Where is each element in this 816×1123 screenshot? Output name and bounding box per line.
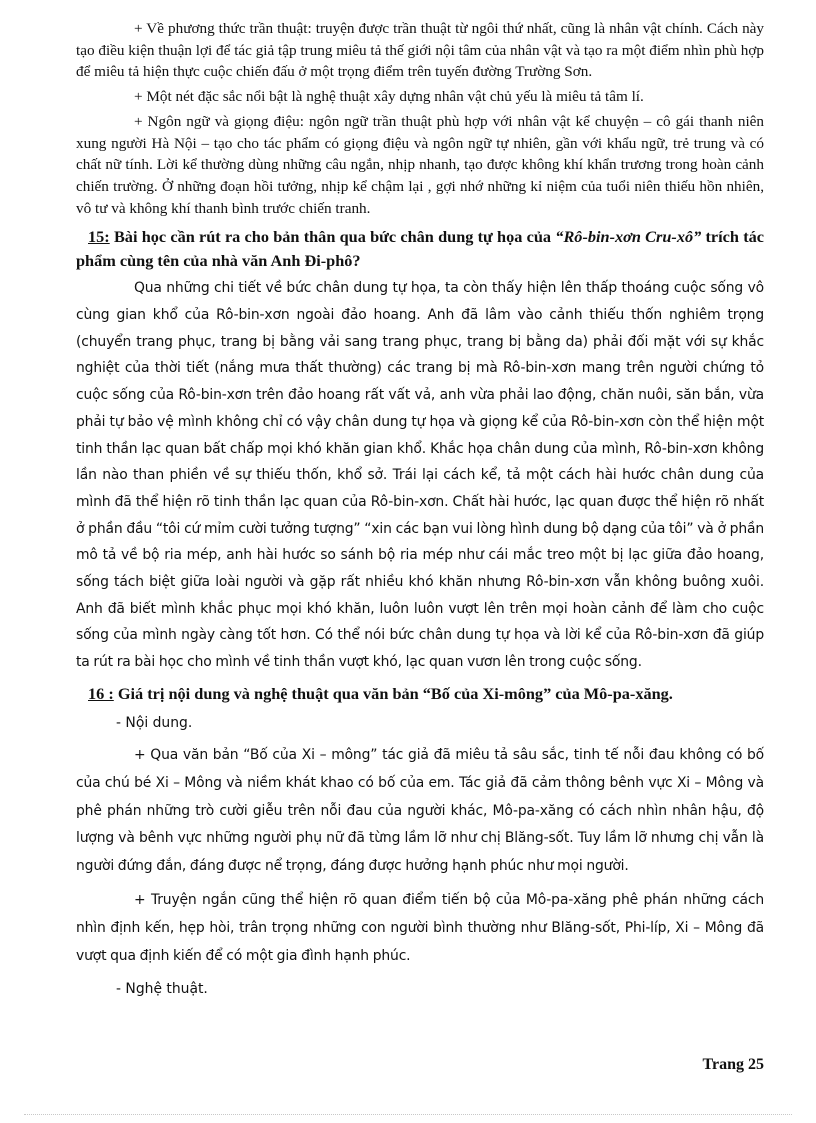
intro-paragraph-language: + Ngôn ngữ và giọng điệu: ngôn ngữ trần thuật phù hợp với nhân vật kể chuyện – cô gái thanh niên xung người Hà Nội – tạo cho tác phẩm có giọng điệu và ngôn ngữ tự nhiên, gần với khẩu ngữ, trẻ trung và có chất nữ tính. Lời kể thường dùng những câu ngắn, nhịp nhanh, tạo được không khí khẩn trương trong hoàn cảnh chiến trường. Ở những đoạn hồi tưởng, nhịp kể chậm lại , gợi nhớ những kỉ niệm của tuổi niên thiếu hồn nhiên, vô tư và không khí thanh bình trước chiến tranh. bbox=[76, 112, 764, 217]
document-page bbox=[76, 18, 764, 1004]
section-15-title-part1: Bài học cần rút ra cho bản thân qua bức chân dung tự họa của bbox=[109, 227, 556, 247]
section-15-heading bbox=[76, 225, 764, 273]
page-number: Trang 25 bbox=[702, 1056, 764, 1073]
section-15-number: 15: bbox=[88, 227, 110, 247]
section-16-heading bbox=[76, 682, 764, 706]
section-16-title: Giá trị nội dung và nghệ thuật qua văn bản “Bố của Xi-mông” của Mô-pa-xăng. bbox=[113, 683, 673, 703]
section-16-number: 16 : bbox=[88, 683, 114, 703]
section-16-content-paragraph-2: + Truyện ngắn cũng thể hiện rõ quan điểm tiến bộ của Mô-pa-xăng phê phán những cách nhìn định kến, hẹp hòi, trân trọng những con người bình thường như Blăng-sốt, Phi-líp, Xi – Mông đã vượt qua định kiến để có một gia đình hạnh phúc. bbox=[76, 892, 764, 964]
section-16-art-label: - Nghệ thuật. bbox=[116, 981, 208, 998]
section-15-body: Qua những chi tiết về bức chân dung tự họa, ta còn thấy hiện lên thấp thoáng cuộc sống vô cùng gian khổ của Rô-bin-xơn ngoài đảo hoang. Anh đã lâm vào cảnh thiếu thốn nghiêm trọng (chuyển trang phục, trang bị bằng vải sang trang phục, trang bị bằng da) phải đối mặt với sự khắc nghiệt của thời tiết (nắng mưa thất thường) các trang bị mà Rô-bin-xơn mang trên người chứng tỏ cuộc sống của Rô-bin-xơn trên đảo hoang rất vất vả, anh vừa phải lao động, chăn nuôi, săn bắn, vừa phải tự bảo vệ mình không chỉ có vậy chân dung tự họa và giọng kể của Rô-bin-xơn còn thể hiện một tinh thần lạc quan bất chấp mọi khó khăn gian khổ. Khắc họa chân dung của mình, Rô-bin-xơn không lần nào than phiền về sự thiếu thốn, khổ sở. Trái lại cách kể, tả một cách hài hước chân dung của mình đã thể hiện rõ tinh thần lạc quan của Rô-bin-xơn. Chất hài hước, lạc quan được thể hiện rõ nhất ở phần đầu “tôi cứ mỉm cười tưởng tượng” “xin các bạn vui lòng hình dung bộ dạng của tôi” và ở phần mô tả về bộ ria mép, anh hài hước so sánh bộ ria mép như cái mắc treo một bị lạc giữa đảo hoang, sống tách biệt giữa loài người và gặp rất nhiều khó khăn nhưng Rô-bin-xơn vẫn không buông xuôi. Anh đã biết mình khắc phục mọi khó khăn, luôn luôn vượt lên trên mọi hoàn cảnh để làm cho cuộc sống của mình ngày càng tốt hơn. Có thể nói bức chân dung tự họa và lời kể của Rô-bin-xơn đã giúp ta rút ra bài học cho mình về tinh thần vượt khó, lạc quan vươn lên trong cuộc sống. bbox=[76, 280, 764, 671]
section-15-title-part2: trích tác phẩm cùng tên của nhà văn Anh Đi-phô? bbox=[76, 227, 764, 271]
page-bottom-divider bbox=[24, 1114, 792, 1115]
section-15-title-work: “Rô-bin-xơn Cru-xô” bbox=[555, 227, 702, 247]
section-16-content-paragraph-1: + Qua văn bản “Bố của Xi – mông” tác giả đã miêu tả sâu sắc, tinh tế nỗi đau không có bố của chú bé Xi – Mông và niềm khát khao có bố của em. Tác giả đã cảm thông bênh vực Xi – Mông và phê phán những trò cười giễu trên nỗi đau của người khác, Mô-pa-xăng có cách nhìn nhân hậu, độ lượng và bênh vực những người phụ nữ đã từng lầm lỡ như chị Blăng-sốt. Tuy lầm lỡ nhưng chị vẫn là người đứng đắn, đáng được nể trọng, đáng được hưởng hạnh phúc như mọi người. bbox=[76, 747, 764, 874]
intro-paragraph-narration: + Về phương thức trần thuật: truyện được trần thuật từ ngôi thứ nhất, cũng là nhân vật chính. Cách này tạo điều kiện thuận lợi để tác giả tập trung miêu tả thế giới nội tâm của nhân vật và tạo ra một điểm nhìn phù hợp để miêu tả hiện thực cuộc chiến đấu ở một trọng điểm trên tuyến đường Trường Sơn. bbox=[76, 20, 764, 81]
intro-paragraph-character: + Một nét đặc sắc nổi bật là nghệ thuật xây dựng nhân vật chủ yếu là miêu tả tâm lí. bbox=[134, 88, 644, 106]
section-16-content-label: - Nội dung. bbox=[116, 714, 193, 731]
